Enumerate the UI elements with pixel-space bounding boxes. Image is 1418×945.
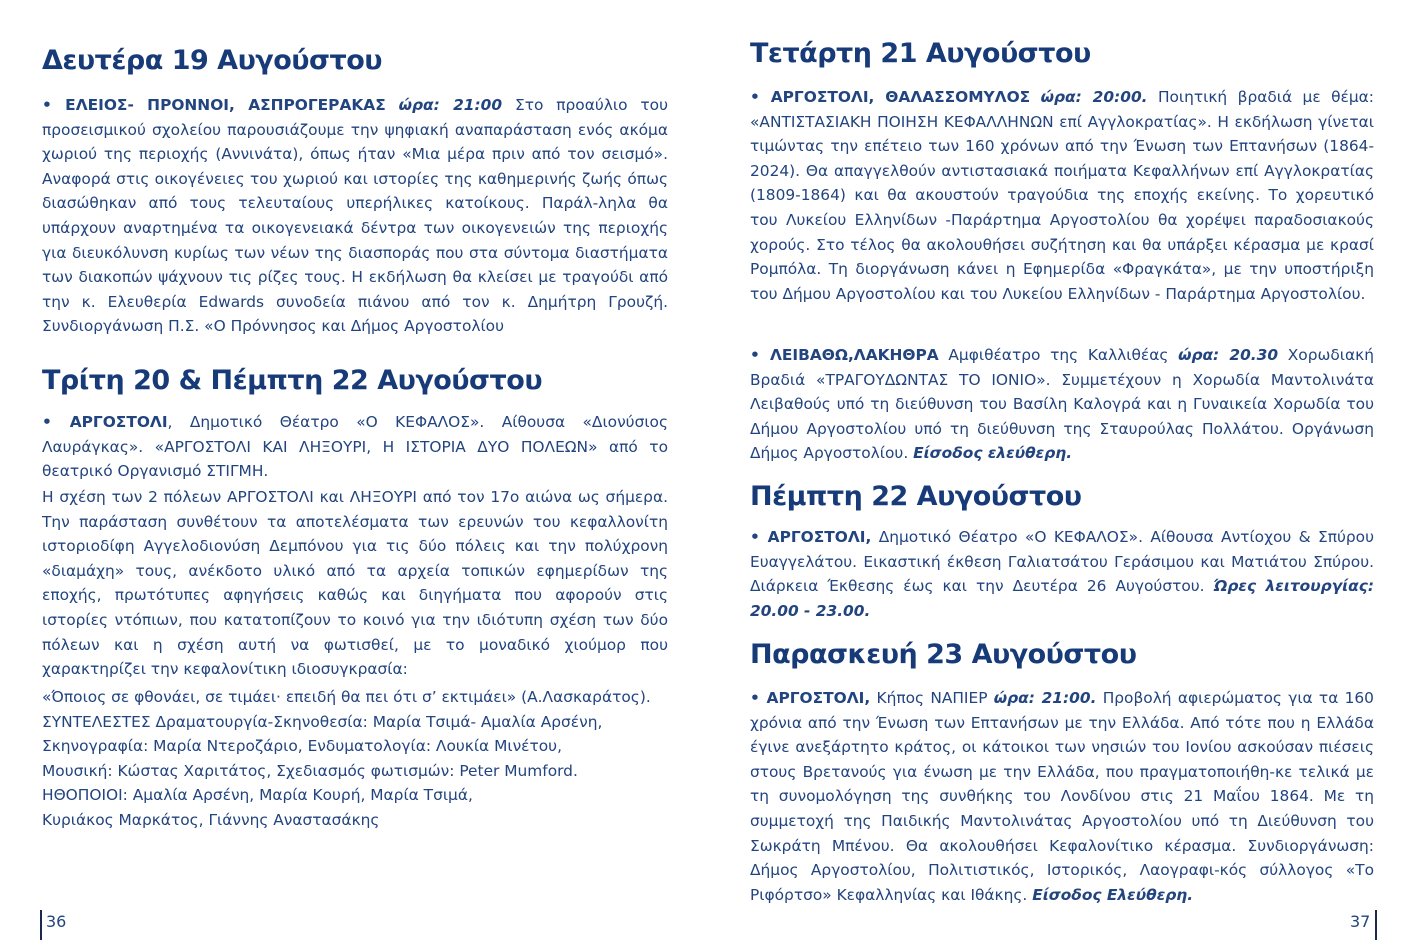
credits-line: Μουσική: Κώστας Χαριτάτος, Σχεδιασμός φωτισμών: Peter Mumford. (42, 761, 578, 780)
event-entry-exhibition (750, 525, 1374, 623)
event-place: • ΛΕΙΒΑΘΩ,ΛΑΚΗΘΡΑ (750, 346, 939, 364)
event-place: • ΑΡΓΟΣΤΟΛΙ, (750, 528, 872, 546)
event-entry-eleios (42, 93, 668, 339)
event-admission: Είσοδος Ελεύθερη. (1032, 885, 1194, 904)
section-heading-tuesday-thursday: Τρίτη 20 & Πέμπτη 22 Αυγούστου (42, 365, 543, 396)
credits-line: ΣΥΝΤΕΛΕΣΤΕΣ Δραματουργία-Σκηνοθεσία: Μαρία Τσιμά- Αμαλία Αρσένη, (42, 712, 603, 731)
event-venue: Κήπος ΝΑΠΙΕΡ (876, 689, 988, 707)
event-description: Η σχέση των 2 πόλεων ΑΡΓΟΣΤΟΛΙ και ΛΗΞΟΥΡΙ από τον 17ο αιώνα ως σήμερα. Την παράσταση συνθέτουν τα αποτελέσματα των ερευνών του κεφαλλονίτη ιστοριοδίφη Αγγελοδιονύση Δεμπόνου για τις δύο πόλεις και την πολύχρονη «διαμάχη» τους, ανέκδοτο υλικό από τα αρχεία τοπικών εφημερίδων της εποχής, πρωτότυπες αφηγήσεις καθώς και διηγήματα που αφορούν στις ιστορίες ντόπιων, που κατατοπίζουν το κοινό για την ιδιότυπη σχέση των δύο πόλεων και η σχέση αυτή να φωτισθεί, με το μοναδικό χιούμορ που χαρακτηρίζει την κεφαλονίτικη ιδιοσυγκρασία: (42, 488, 668, 679)
event-time: ώρα: 21:00. (993, 689, 1097, 707)
left-page (42, 0, 668, 945)
section-heading-thursday-22: Πέμπτη 22 Αυγούστου (750, 481, 1082, 512)
event-hours: Ώρες λειτουργίας: 20.00 - 23.00. (750, 577, 1374, 620)
event-admission: Είσοδος ελεύθερη. (913, 444, 1073, 463)
event-text: Δημοτικό Θέατρο «Ο ΚΕΦΑΛΟΣ». Αίθουσα Αντίοχου & Σπύρου Ευαγγελάτου. Εικαστική έκθεση Γαλιατσάτου Γεράσιμου και Ματιάτου Σπύρου. Διάρκεια Έκθεσης έως και την Δευτέρα 26 Αυγούστου. (750, 528, 1375, 596)
right-page (750, 0, 1374, 945)
credits-line: Σκηνογραφία: Μαρία Ντεροζάριο, Ενδυματολογία: Λουκία Μινέτου, (42, 737, 562, 756)
event-text: Ποιητική βραδιά με θέμα: «ΑΝΤΙΣΤΑΣΙΑΚΗ ΠΟΙΗΣΗ ΚΕΦΑΛΛΗΝΩΝ επί Αγγλοκρατίας». Η εκδήλωση γίνεται τιμώντας την επέτειο των 160 χρόνων από την Ένωση των Επτανήσων (1864-2024). Θα απαγγελθούν αντιστασιακά ποιήματα Κεφαλλήνων επί Αγγλοκρατίας (1809-1864) και θα ακουστούν τραγούδια της εποχής εκείνης. Το χορευτικό του Λυκείου Ελληνίδων -Παράρτημα Αργοστολίου θα χορέψει παραδοσιακούς χορούς. Στο τέλος θα ακολουθήσει συζήτηση και θα υπάρξει κέρασμα με κρασί Ρομπόλα. Τη διοργάνωση κάνει η Εφημερίδα «Φραγκάτα», με την υποστήριξη του Δήμου Αργοστολίου και του Λυκείου Ελληνίδων - Παράρτημα Αργοστολίου. (750, 88, 1374, 303)
event-time: ώρα: 20.30 (1178, 346, 1279, 364)
event-place: • ΑΡΓΟΣΤΟΛΙ (42, 413, 168, 431)
credits-line: «Όποιος σε φθονάει, σε τιμάει· επειδή θα πει ότι σ’ εκτιμάει» (Α.Λασκαράτος). (42, 688, 651, 706)
section-heading-monday-19: Δευτέρα 19 Αυγούστου (42, 45, 383, 76)
page-number-rule-right (1375, 910, 1377, 940)
event-text: Προβολή αφιερώματος για τα 160 χρόνια από την Ένωση των Επτανήσων με την Ελλάδα. Από τότε που η Ελλάδα έγινε ανεξάρτητο κράτος, οι κάτοικοι των νησιών του Ιονίου ασκούσαν πιέσεις στους Βρετανούς για ένωση με την Ελλάδα, που πραγματοποιήθη-κε τελικά με τη συνομολόγηση της συνθήκης του Λονδίνου στις 21 Μαΐου 1864. Με τη συμμετοχή της Παιδικής Μαντολινάτας Αργοστολίου υπό τη Διεύθυνση του Σωκράτη Μπένου. Θα ακολουθήσει Κεφαλονίτικο κέρασμα. Συνδιοργάνωση: Δήμος Αργοστολίου, Πολιτιστικός, Ιστορικός, Λαογραφι-κός σύλλογος «Το Ριφόρτσο» Κεφαλληνίας και Ιθάκης. (750, 689, 1374, 904)
section-heading-wednesday-21: Τετάρτη 21 Αυγούστου (750, 38, 1091, 69)
event-entry-argostoli-theatre (42, 410, 668, 484)
credits-line: Κυριάκος Μαρκάτος, Γιάννης Αναστασάκης (42, 810, 380, 829)
credits-line: ΗΘΟΠΟΙΟΙ: Αμαλία Αρσένη, Μαρία Κουρή, Μαρία Τσιμά, (42, 786, 473, 805)
section-heading-friday-23: Παρασκευή 23 Αυγούστου (750, 639, 1137, 670)
credits-block (42, 685, 668, 833)
event-place: • ΑΡΓΟΣΤΟΛΙ, ΘΑΛΑΣΣΟΜΥΛΟΣ (750, 88, 1031, 106)
event-entry-napier-garden (750, 686, 1374, 907)
event-venue: Αμφιθέατρο της Καλλιθέας (948, 346, 1169, 364)
event-entry-leivatho (750, 343, 1374, 466)
event-place: • ΑΡΓΟΣΤΟΛΙ, (750, 689, 871, 707)
event-time: ώρα: 21:00 (398, 96, 503, 114)
page-number-rule-left (40, 910, 42, 940)
page-number-left: 36 (46, 912, 67, 931)
event-text: Στο προαύλιο του προσεισμικού σχολείου παρουσιάζουμε την ψηφιακή αναπαράσταση ενός ακόμα χωριού της περιοχής (Αννινάτα), όπως ήταν «Μια μέρα πριν από τον σεισμό». Αναφορά στις οικογένειες του χωριού και ιστορίες της καθημερινής ζωής όπως διασώθηκαν από τους τελευταίους υπερήλικες κατοίκους. Παράλ-ληλα θα υπάρχουν αναρτημένα τα οικογενειακά δέντρα των οικογενειών της περιοχής για διευκόλυνση κυρίως των νέων της διασποράς που στα σύντομα διαστήματα των διακοπών ψάχνουν τις ρίζες τους. Η εκδήλωση θα κλείσει με τραγούδι από την κ. Ελευθερία Edwards συνοδεία πιάνου από τον κ. Δημήτρη Γρουζή. Συνδιοργάνωση Π.Σ. «Ο Πρόννησος και Δήμος Αργοστολίου (42, 96, 668, 336)
event-text: Χορωδιακή Βραδιά «ΤΡΑΓΟΥΔΩΝΤΑΣ ΤΟ ΙΟΝΙΟ». Συμμετέχουν η Χορωδία Μαντολινάτα Λειβαθούς υπό τη διεύθυνση του Βασίλη Καλογρά και η Γυναικεία Χορωδία του Δήμου Αργοστολίου υπό τη διεύθυνση της Σταυρούλας Πολλάτου. Οργάνωση Δήμος Αργοστολίου. (750, 346, 1374, 463)
event-entry-thalassomylos (750, 85, 1374, 306)
event-time: ώρα: 20:00. (1040, 88, 1148, 106)
event-place: • ΕΛΕΙΟΣ- ΠΡΟΝΝΟΙ, ΑΣΠΡΟΓΕΡΑΚΑΣ (42, 96, 386, 114)
event-text: , Δημοτικό Θέατρο «Ο ΚΕΦΑΛΟΣ». Αίθουσα «Διονύσιος Λαυράγκας». «ΑΡΓΟΣΤΟΛΙ ΚΑΙ ΛΗΞΟΥΡΙ, Η ΙΣΤΟΡΙΑ ΔΥΟ ΠΟΛΕΩΝ» από το θεατρικό Οργανισμό ΣΤΙΓΜΗ. (42, 413, 668, 481)
page-number-right: 37 (1350, 912, 1371, 931)
